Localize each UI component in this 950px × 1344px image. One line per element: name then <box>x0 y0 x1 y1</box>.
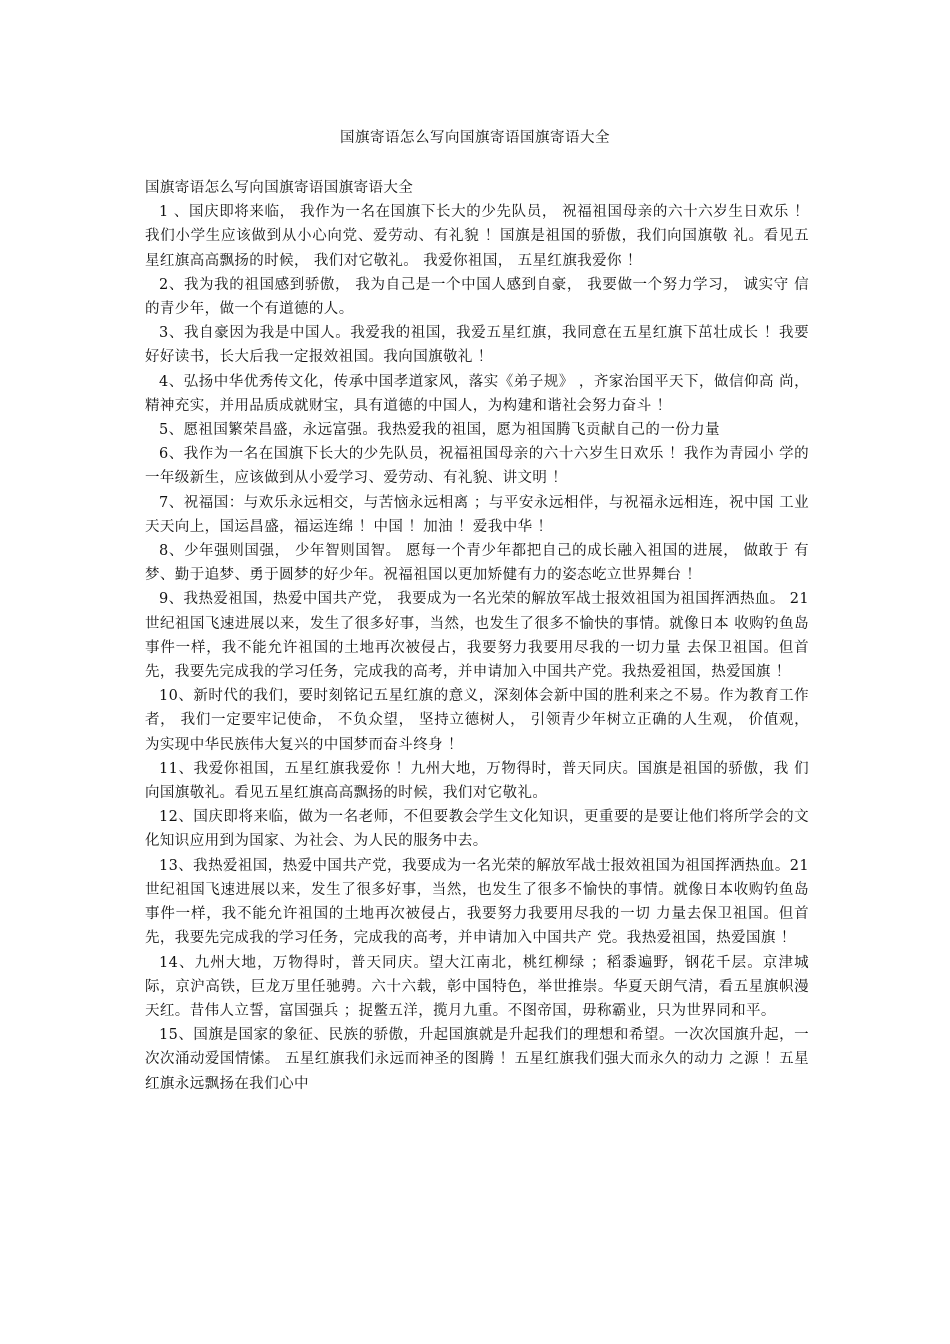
document-subtitle: 国旗寄语怎么写向国旗寄语国旗寄语大全 <box>145 180 414 196</box>
paragraph-item-15: 15、国旗是国家的象征、民族的骄傲，升起国旗就是升起我们的理想和希望。一次次国旗升起，一次次涌动爱国情愫。 五星红旗我们永远而神圣的图腾 ！五星红旗我们强大而永久的动力 之源 ！五星红旗永远飘扬在我们心中 <box>145 1027 809 1092</box>
paragraph-item-11: 11、我爱你祖国，五星红旗我爱你 ！九州大地，万物得时，普天同庆。国旗是祖国的骄傲，我 们向国旗敬礼。看见五星红旗高高飘扬的时候，我们对它敬礼。 <box>145 760 809 802</box>
document-body <box>145 176 809 1096</box>
paragraph-item-4: 4、弘扬中华优秀传文化，传承中国孝道家风，落实《弟子规》 ，齐家治国平天下，做信仰高 尚，精神充实，并用品质成就财宝，具有道德的中国人，为构建和谐社会努力奋斗 ！ <box>145 373 809 414</box>
paragraph-item-7: 7、祝福国：与欢乐永远相交，与苦恼永远相离 ；与平安永远相伴，与祝福永远相连，祝中国 工业天天向上，国运昌盛，福运连绵 ！中国 ！加油 ！爱我中华 ！ <box>145 494 809 535</box>
paragraph-item-14: 14、九州大地，万物得时，普天同庆。望大江南北，桃红柳绿 ；稻黍遍野，钢花千层。京津城 际，京沪高铁，巨龙万里任驰骋。六十六载，彰中国特色，举世推崇。华夏天朗气清，看五星旗帜漫天红。昔伟人立誓，富国强兵 ；捉鳖五洋，揽月九重。不图帝国，毋称霸业，只为世界同和平。 <box>145 954 809 1019</box>
paragraph-item-13: 13、我热爱祖国，热爱中国共产党，我要成为一名光荣的解放军战士报效祖国为祖国挥洒热血。21 世纪祖国飞速进展以来，发生了很多好事，当然，也发生了很多不愉快的事情。就像日本收购钓鱼岛事件一样，我不能允许祖国的土地再次被侵占，我要努力我要用尽我的一切 力量去保卫祖国。但首先，我要先完成我的学习任务，完成我的高考，并申请加入中国共产 党。我热爱祖国，热爱国旗 ！ <box>145 857 809 947</box>
paragraph-item-12: 12、国庆即将来临，做为一名老师，不但要教会学生文化知识，更重要的是要让他们将所学会的文化知识应用到为国家、为社会、为人民的服务中去。 <box>145 809 809 850</box>
paragraph-item-1: 1 、国庆即将来临， 我作为一名在国旗下长大的少先队员， 祝福祖国母亲的六十六岁生日欢乐 ！我们小学生应该做到从小心向党、爱劳动、有礼貌 ！国旗是祖国的骄傲，我们向国旗敬 礼。看见五星红旗高高飘扬的时候， 我们对它敬礼。 我爱你祖国， 五星红旗我爱你 ！ <box>145 204 809 269</box>
paragraph-item-10: 10、新时代的我们，要时刻铭记五星红旗的意义，深刻体会新中国的胜利来之不易。作为教育工作者， 我们一定要牢记使命， 不负众望， 坚持立德树人， 引领青少年树立正确的人生观， 价值观，为实现中华民族伟大复兴的中国梦而奋斗终身 ！ <box>145 688 809 753</box>
paragraph-item-2: 2、我为我的祖国感到骄傲， 我为自己是一个中国人感到自豪， 我要做一个努力学习， 诚实守 信的青少年，做一个有道德的人。 <box>145 276 809 318</box>
paragraph-item-3: 3、我自豪因为我是中国人。我爱我的祖国，我爱五星红旗，我同意在五星红旗下茁壮成长 ！我要好好读书，长大后我一定报效祖国。我向国旗敬礼 ！ <box>145 325 809 366</box>
paragraph-item-6: 6、我作为一名在国旗下长大的少先队员，祝福祖国母亲的六十六岁生日欢乐 ！我作为青园小 学的一年级新生，应该做到从小爱学习、爱劳动、有礼貌、讲文明 ！ <box>145 446 809 487</box>
paragraph-item-5: 5、愿祖国繁荣昌盛，永远富强。我热爱我的祖国，愿为祖国腾飞贡献自己的一份力量 <box>159 422 720 439</box>
paragraph-item-9: 9、我热爱祖国，热爱中国共产党， 我要成为一名光荣的解放军战士报效祖国为祖国挥洒热血。 21 世纪祖国飞速进展以来，发生了很多好事，当然，也发生了很多不愉快的事情。就像日本 收购钓鱼岛事件一样，我不能允许祖国的土地再次被侵占，我要努力我要用尽我的一切力量 去保卫祖国。但首先，我要先完成我的学习任务，完成我的高考，并申请加入中国共产党。我热爱祖国，热爱国旗 ！ <box>145 591 809 681</box>
document-title: 国旗寄语怎么写向国旗寄语国旗寄语大全 <box>340 130 610 146</box>
paragraph-item-8: 8、少年强则国强， 少年智则国智。 愿每一个青少年都把自己的成长融入祖国的进展， 做敢于 有梦、勤于追梦、勇于圆梦的好少年。祝福祖国以更加矫健有力的姿态屹立世界舞台 ！ <box>145 543 809 584</box>
